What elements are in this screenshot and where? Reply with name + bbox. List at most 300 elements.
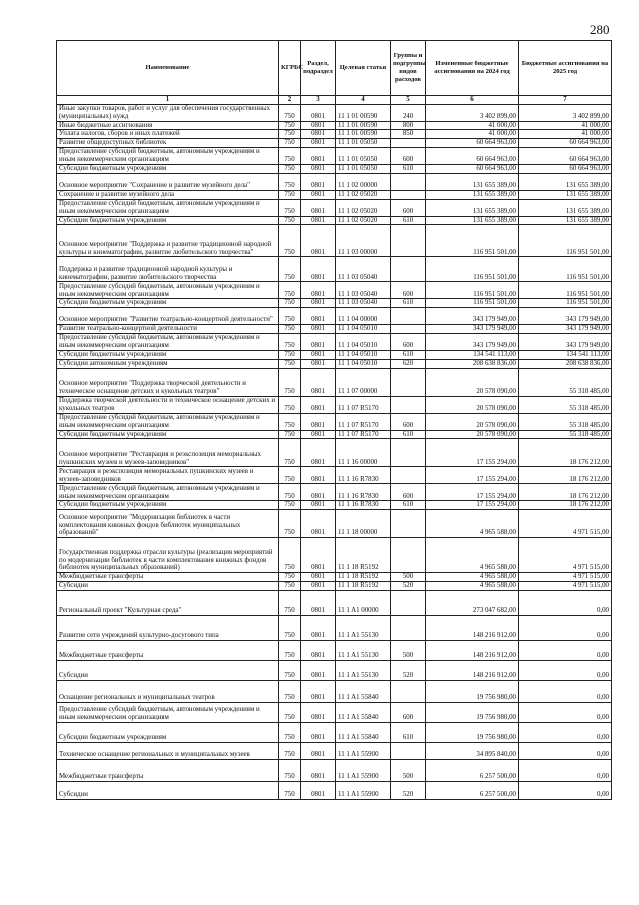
row-amount-2024: 3 402 899,00 — [426, 105, 519, 122]
row-kgrbs: 750 — [279, 199, 301, 216]
row-expense-type: 850 — [391, 130, 426, 139]
row-kgrbs: 750 — [279, 413, 301, 430]
row-expense-type: 520 — [391, 781, 426, 799]
row-target-article: 11 1 18 R5192 — [336, 538, 391, 573]
row-name: Иные бюджетные ассигнования — [57, 121, 279, 130]
budget-table — [56, 40, 612, 800]
row-kgrbs: 750 — [279, 573, 301, 582]
table-row — [57, 781, 612, 799]
row-target-article: 11 1 A1 55900 — [336, 781, 391, 799]
row-section: 0801 — [301, 581, 336, 590]
table-row — [57, 257, 612, 282]
row-name: Предоставление субсидий бюджетным, автономным учреждениям и иным некоммерческим организациям — [57, 484, 279, 501]
row-section: 0801 — [301, 640, 336, 660]
row-expense-type: 610 — [391, 216, 426, 225]
table-row — [57, 467, 612, 484]
table-row — [57, 282, 612, 299]
row-amount-2024: 4 965 588,00 — [426, 538, 519, 573]
header-row — [57, 41, 612, 96]
row-name: Предоставление субсидий бюджетным, автономным учреждениям и иным некоммерческим организациям — [57, 413, 279, 430]
table-row — [57, 538, 612, 573]
row-section: 0801 — [301, 484, 336, 501]
row-amount-2024: 208 638 836,00 — [426, 359, 519, 368]
row-section: 0801 — [301, 257, 336, 282]
row-expense-type: 600 — [391, 282, 426, 299]
row-section: 0801 — [301, 510, 336, 538]
row-amount-2024: 60 664 963,00 — [426, 147, 519, 164]
row-name: Предоставление субсидий бюджетным, автономным учреждениям и иным некоммерческим организациям — [57, 199, 279, 216]
row-expense-type: 610 — [391, 350, 426, 359]
row-name: Субсидии — [57, 660, 279, 680]
row-amount-2025: 0,00 — [519, 702, 612, 722]
row-expense-type: 610 — [391, 501, 426, 510]
table-row — [57, 501, 612, 510]
column-number-row — [57, 96, 612, 105]
row-name: Основное мероприятие "Реставрация и реэкспозиция мемориальных пушкинских музеев и музеев-заповедников" — [57, 439, 279, 467]
row-amount-2024: 20 578 090,00 — [426, 430, 519, 439]
row-amount-2025: 60 664 963,00 — [519, 147, 612, 164]
row-target-article: 11 1 16 R7830 — [336, 501, 391, 510]
row-amount-2024: 6 257 500,00 — [426, 759, 519, 781]
row-section: 0801 — [301, 439, 336, 467]
row-name: Субсидии бюджетным учреждениям — [57, 722, 279, 742]
row-amount-2024: 148 216 912,00 — [426, 640, 519, 660]
row-kgrbs: 750 — [279, 439, 301, 467]
row-kgrbs: 750 — [279, 722, 301, 742]
table-row — [57, 680, 612, 702]
row-target-article: 11 1 A1 55840 — [336, 722, 391, 742]
row-section: 0801 — [301, 350, 336, 359]
row-expense-type: 610 — [391, 164, 426, 173]
row-amount-2025: 0,00 — [519, 781, 612, 799]
row-amount-2025: 343 179 949,00 — [519, 308, 612, 325]
row-amount-2024: 343 179 949,00 — [426, 325, 519, 334]
row-section: 0801 — [301, 722, 336, 742]
row-target-article: 11 1 04 05010 — [336, 350, 391, 359]
row-amount-2024: 131 655 389,00 — [426, 173, 519, 190]
row-expense-type: 600 — [391, 333, 426, 350]
row-kgrbs: 750 — [279, 105, 301, 122]
row-amount-2024: 34 895 840,00 — [426, 742, 519, 759]
row-amount-2025: 55 318 485,00 — [519, 396, 612, 413]
row-section: 0801 — [301, 359, 336, 368]
row-section: 0801 — [301, 759, 336, 781]
row-expense-type: 600 — [391, 413, 426, 430]
table-row — [57, 615, 612, 640]
row-target-article: 11 1 07 00000 — [336, 368, 391, 396]
row-kgrbs: 750 — [279, 680, 301, 702]
row-expense-type — [391, 190, 426, 199]
table-row — [57, 590, 612, 615]
row-kgrbs: 750 — [279, 333, 301, 350]
row-target-article: 11 1 01 05050 — [336, 139, 391, 148]
row-name: Субсидии бюджетным учреждениям — [57, 501, 279, 510]
row-target-article: 11 1 16 00000 — [336, 439, 391, 467]
row-section: 0801 — [301, 190, 336, 199]
row-amount-2025: 134 541 113,00 — [519, 350, 612, 359]
row-target-article: 11 1 18 R5192 — [336, 573, 391, 582]
table-row — [57, 510, 612, 538]
table-row — [57, 484, 612, 501]
row-expense-type: 800 — [391, 121, 426, 130]
row-amount-2025: 0,00 — [519, 680, 612, 702]
row-target-article: 11 1 16 R7830 — [336, 467, 391, 484]
row-amount-2024: 20 578 090,00 — [426, 368, 519, 396]
row-target-article: 11 1 02 05020 — [336, 216, 391, 225]
table-row — [57, 350, 612, 359]
row-kgrbs: 750 — [279, 484, 301, 501]
row-section: 0801 — [301, 680, 336, 702]
row-name: Субсидии бюджетным учреждениям — [57, 430, 279, 439]
row-expense-type: 620 — [391, 359, 426, 368]
table-row — [57, 581, 612, 590]
row-name: Основное мероприятие "Поддержка творческой деятельности и техническое оснащение детских и кукольных театров" — [57, 368, 279, 396]
row-name: Субсидии бюджетным учреждениям — [57, 164, 279, 173]
row-amount-2025: 0,00 — [519, 722, 612, 742]
row-amount-2024: 343 179 949,00 — [426, 333, 519, 350]
row-kgrbs: 750 — [279, 359, 301, 368]
row-name: Региональный проект "Культурная среда" — [57, 590, 279, 615]
row-section: 0801 — [301, 590, 336, 615]
row-amount-2024: 41 000,00 — [426, 121, 519, 130]
table-row — [57, 308, 612, 325]
row-name: Иные закупки товаров, работ и услуг для обеспечения государственных (муниципальных) нужд — [57, 105, 279, 122]
row-expense-type: 520 — [391, 660, 426, 680]
row-amount-2024: 116 951 501,00 — [426, 225, 519, 257]
row-section: 0801 — [301, 282, 336, 299]
row-section: 0801 — [301, 742, 336, 759]
row-kgrbs: 750 — [279, 781, 301, 799]
table-row — [57, 759, 612, 781]
row-section: 0801 — [301, 501, 336, 510]
table-row — [57, 164, 612, 173]
row-amount-2024: 116 951 501,00 — [426, 257, 519, 282]
row-amount-2025: 4 971 515,00 — [519, 510, 612, 538]
row-name: Развитие театрально-концертной деятельности — [57, 325, 279, 334]
column-number: 7 — [519, 96, 612, 105]
row-section: 0801 — [301, 467, 336, 484]
row-target-article: 11 1 02 05020 — [336, 190, 391, 199]
row-target-article: 11 1 A1 55130 — [336, 640, 391, 660]
row-amount-2025: 4 971 515,00 — [519, 538, 612, 573]
table-row — [57, 640, 612, 660]
row-name: Реставрация и реэкспозиция мемориальных пушкинских музеев и музеев-заповедников — [57, 467, 279, 484]
row-name: Государственная поддержка отрасли культуры (реализация мероприятий по модернизации библиотек в части комплектования книжных фондов библиотек муниципальных образований) — [57, 538, 279, 573]
row-target-article: 11 1 16 R7830 — [336, 484, 391, 501]
row-amount-2025: 60 664 963,00 — [519, 139, 612, 148]
row-amount-2024: 116 951 501,00 — [426, 299, 519, 308]
table-row — [57, 333, 612, 350]
row-amount-2024: 20 578 090,00 — [426, 396, 519, 413]
row-section: 0801 — [301, 573, 336, 582]
row-name: Уплата налогов, сборов и иных платежей — [57, 130, 279, 139]
row-amount-2025: 18 176 212,00 — [519, 484, 612, 501]
table-row — [57, 105, 612, 122]
row-name: Основное мероприятие "Модернизация библиотек в части комплектования книжных фондов библиотек муниципальных образований" — [57, 510, 279, 538]
row-expense-type: 610 — [391, 430, 426, 439]
row-target-article: 11 1 03 05040 — [336, 299, 391, 308]
row-amount-2024: 131 655 389,00 — [426, 199, 519, 216]
row-expense-type — [391, 680, 426, 702]
row-kgrbs: 750 — [279, 308, 301, 325]
row-amount-2025: 55 318 485,00 — [519, 413, 612, 430]
row-amount-2025: 55 318 485,00 — [519, 368, 612, 396]
row-amount-2025: 0,00 — [519, 660, 612, 680]
row-kgrbs: 750 — [279, 282, 301, 299]
header-target-article: Целевая статья — [336, 41, 391, 96]
row-name: Субсидии — [57, 781, 279, 799]
row-target-article: 11 1 07 R5170 — [336, 430, 391, 439]
row-section: 0801 — [301, 396, 336, 413]
row-name: Межбюджетные трансферты — [57, 573, 279, 582]
row-amount-2024: 19 756 980,00 — [426, 722, 519, 742]
row-kgrbs: 750 — [279, 615, 301, 640]
row-expense-type: 610 — [391, 722, 426, 742]
row-amount-2025: 0,00 — [519, 759, 612, 781]
row-amount-2024: 17 155 294,00 — [426, 501, 519, 510]
row-section: 0801 — [301, 538, 336, 573]
row-target-article: 11 1 A1 55130 — [336, 615, 391, 640]
table-row — [57, 147, 612, 164]
row-kgrbs: 750 — [279, 581, 301, 590]
row-expense-type — [391, 439, 426, 467]
row-section: 0801 — [301, 225, 336, 257]
row-expense-type: 500 — [391, 759, 426, 781]
table-row — [57, 121, 612, 130]
table-row — [57, 722, 612, 742]
row-kgrbs: 750 — [279, 139, 301, 148]
row-amount-2025: 18 176 212,00 — [519, 501, 612, 510]
row-expense-type — [391, 590, 426, 615]
row-target-article: 11 1 01 00590 — [336, 121, 391, 130]
row-amount-2025: 116 951 501,00 — [519, 257, 612, 282]
row-expense-type: 240 — [391, 105, 426, 122]
row-kgrbs: 750 — [279, 225, 301, 257]
row-kgrbs: 750 — [279, 121, 301, 130]
row-amount-2025: 3 402 899,00 — [519, 105, 612, 122]
row-amount-2025: 4 971 515,00 — [519, 573, 612, 582]
row-amount-2024: 17 155 294,00 — [426, 484, 519, 501]
row-section: 0801 — [301, 130, 336, 139]
row-name: Техническое оснащение региональных и муниципальных музеев — [57, 742, 279, 759]
row-target-article: 11 1 02 00000 — [336, 173, 391, 190]
row-section: 0801 — [301, 325, 336, 334]
row-amount-2025: 55 318 485,00 — [519, 430, 612, 439]
table-row — [57, 368, 612, 396]
row-expense-type: 600 — [391, 484, 426, 501]
row-amount-2024: 116 951 501,00 — [426, 282, 519, 299]
row-expense-type — [391, 467, 426, 484]
row-kgrbs: 750 — [279, 702, 301, 722]
row-kgrbs: 750 — [279, 501, 301, 510]
row-target-article: 11 1 01 05050 — [336, 147, 391, 164]
row-amount-2025: 0,00 — [519, 590, 612, 615]
row-target-article: 11 1 04 05010 — [336, 359, 391, 368]
row-name: Межбюджетные трансферты — [57, 759, 279, 781]
row-target-article: 11 1 18 00000 — [336, 510, 391, 538]
row-expense-type — [391, 615, 426, 640]
row-kgrbs: 750 — [279, 742, 301, 759]
row-name: Оснащение региональных и муниципальных театров — [57, 680, 279, 702]
row-amount-2025: 208 638 836,00 — [519, 359, 612, 368]
row-amount-2024: 148 216 912,00 — [426, 660, 519, 680]
row-kgrbs: 750 — [279, 147, 301, 164]
row-name: Субсидии бюджетным учреждениям — [57, 216, 279, 225]
row-amount-2025: 41 000,00 — [519, 121, 612, 130]
row-kgrbs: 750 — [279, 590, 301, 615]
row-amount-2024: 131 655 389,00 — [426, 216, 519, 225]
row-section: 0801 — [301, 702, 336, 722]
row-target-article: 11 1 A1 00000 — [336, 590, 391, 615]
header-section: Раздел, подраздел — [301, 41, 336, 96]
table-row — [57, 430, 612, 439]
row-name: Основное мероприятие "Развитие театрально-концертной деятельности" — [57, 308, 279, 325]
row-target-article: 11 1 18 R5192 — [336, 581, 391, 590]
row-expense-type — [391, 225, 426, 257]
row-amount-2024: 20 578 090,00 — [426, 413, 519, 430]
row-expense-type — [391, 368, 426, 396]
row-kgrbs: 750 — [279, 538, 301, 573]
row-name: Основное мероприятие "Сохранение и развитие музейного дела" — [57, 173, 279, 190]
row-amount-2025: 131 655 389,00 — [519, 216, 612, 225]
row-amount-2024: 131 655 389,00 — [426, 190, 519, 199]
row-section: 0801 — [301, 147, 336, 164]
row-kgrbs: 750 — [279, 216, 301, 225]
row-expense-type: 610 — [391, 299, 426, 308]
row-amount-2025: 41 000,00 — [519, 130, 612, 139]
table-row — [57, 573, 612, 582]
column-number: 4 — [336, 96, 391, 105]
row-target-article: 11 1 A1 55840 — [336, 680, 391, 702]
row-kgrbs: 750 — [279, 396, 301, 413]
row-amount-2025: 116 951 501,00 — [519, 299, 612, 308]
row-name: Субсидии автономным учреждениям — [57, 359, 279, 368]
table-row — [57, 216, 612, 225]
row-name: Поддержка творческой деятельности и техническое оснащение детских и кукольных театров — [57, 396, 279, 413]
row-kgrbs: 750 — [279, 430, 301, 439]
row-expense-type: 600 — [391, 199, 426, 216]
row-amount-2025: 4 971 515,00 — [519, 581, 612, 590]
row-target-article: 11 1 A1 55130 — [336, 660, 391, 680]
row-kgrbs: 750 — [279, 510, 301, 538]
row-section: 0801 — [301, 139, 336, 148]
table-row — [57, 439, 612, 467]
row-name: Развитие общедоступных библиотек — [57, 139, 279, 148]
table-row — [57, 190, 612, 199]
row-amount-2024: 343 179 949,00 — [426, 308, 519, 325]
row-amount-2025: 131 655 389,00 — [519, 190, 612, 199]
row-name: Предоставление субсидий бюджетным, автономным учреждениям и иным некоммерческим организациям — [57, 282, 279, 299]
row-target-article: 11 1 01 00590 — [336, 105, 391, 122]
table-row — [57, 396, 612, 413]
row-section: 0801 — [301, 333, 336, 350]
row-target-article: 11 1 A1 55900 — [336, 759, 391, 781]
row-name: Межбюджетные трансферты — [57, 640, 279, 660]
table-row — [57, 130, 612, 139]
row-amount-2024: 4 965 588,00 — [426, 573, 519, 582]
row-amount-2024: 19 756 980,00 — [426, 702, 519, 722]
row-target-article: 11 1 A1 55840 — [336, 702, 391, 722]
column-number: 2 — [279, 96, 301, 105]
row-amount-2024: 60 664 963,00 — [426, 164, 519, 173]
row-section: 0801 — [301, 781, 336, 799]
row-expense-type — [391, 139, 426, 148]
row-section: 0801 — [301, 413, 336, 430]
row-target-article: 11 1 04 05010 — [336, 333, 391, 350]
row-amount-2024: 17 155 294,00 — [426, 439, 519, 467]
row-kgrbs: 750 — [279, 173, 301, 190]
row-section: 0801 — [301, 308, 336, 325]
row-amount-2024: 134 541 113,00 — [426, 350, 519, 359]
row-amount-2025: 343 179 949,00 — [519, 333, 612, 350]
row-expense-type — [391, 510, 426, 538]
row-target-article: 11 1 07 R5170 — [336, 413, 391, 430]
row-name: Основное мероприятие "Поддержка и развитие традиционной народной культуры и кинематографии, развитие любительского творчества" — [57, 225, 279, 257]
row-name: Субсидии — [57, 581, 279, 590]
header-2025: Бюджетные ассигнования на 2025 год — [519, 41, 612, 96]
header-expense-type: Группы и подгруппы видов расходов — [391, 41, 426, 96]
table-row — [57, 702, 612, 722]
row-kgrbs: 750 — [279, 350, 301, 359]
row-expense-type: 600 — [391, 702, 426, 722]
row-name: Сохранение и развитие музейного дела — [57, 190, 279, 199]
row-name: Развитие сети учреждений культурно-досугового типа — [57, 615, 279, 640]
column-number: 5 — [391, 96, 426, 105]
row-kgrbs: 750 — [279, 257, 301, 282]
row-name: Предоставление субсидий бюджетным, автономным учреждениям и иным некоммерческим организациям — [57, 702, 279, 722]
row-expense-type — [391, 538, 426, 573]
row-name: Субсидии бюджетным учреждениям — [57, 350, 279, 359]
row-name: Субсидии бюджетным учреждениям — [57, 299, 279, 308]
table-row — [57, 299, 612, 308]
table-row — [57, 325, 612, 334]
row-target-article: 11 1 04 00000 — [336, 308, 391, 325]
row-amount-2025: 343 179 949,00 — [519, 325, 612, 334]
header-2024: Измененные бюджетные ассигнования на 2024 год — [426, 41, 519, 96]
row-section: 0801 — [301, 199, 336, 216]
row-amount-2025: 0,00 — [519, 742, 612, 759]
row-amount-2025: 131 655 389,00 — [519, 173, 612, 190]
row-amount-2025: 131 655 389,00 — [519, 199, 612, 216]
table-row — [57, 660, 612, 680]
row-target-article: 11 1 03 05040 — [336, 282, 391, 299]
row-section: 0801 — [301, 105, 336, 122]
table-row — [57, 413, 612, 430]
row-amount-2025: 0,00 — [519, 615, 612, 640]
page-number: 280 — [590, 22, 610, 37]
row-expense-type — [391, 325, 426, 334]
column-number: 1 — [57, 96, 279, 105]
row-kgrbs: 750 — [279, 130, 301, 139]
row-expense-type: 520 — [391, 581, 426, 590]
row-section: 0801 — [301, 615, 336, 640]
row-kgrbs: 750 — [279, 299, 301, 308]
row-expense-type: 600 — [391, 147, 426, 164]
row-kgrbs: 750 — [279, 368, 301, 396]
column-number: 6 — [426, 96, 519, 105]
row-name: Предоставление субсидий бюджетным, автономным учреждениям и иным некоммерческим организациям — [57, 333, 279, 350]
row-target-article: 11 1 01 05050 — [336, 164, 391, 173]
row-kgrbs: 750 — [279, 190, 301, 199]
row-amount-2024: 273 047 682,00 — [426, 590, 519, 615]
row-amount-2025: 116 951 501,00 — [519, 225, 612, 257]
row-expense-type — [391, 308, 426, 325]
row-kgrbs: 750 — [279, 467, 301, 484]
table-row — [57, 173, 612, 190]
row-amount-2025: 18 176 212,00 — [519, 439, 612, 467]
row-expense-type: 500 — [391, 573, 426, 582]
row-kgrbs: 750 — [279, 759, 301, 781]
